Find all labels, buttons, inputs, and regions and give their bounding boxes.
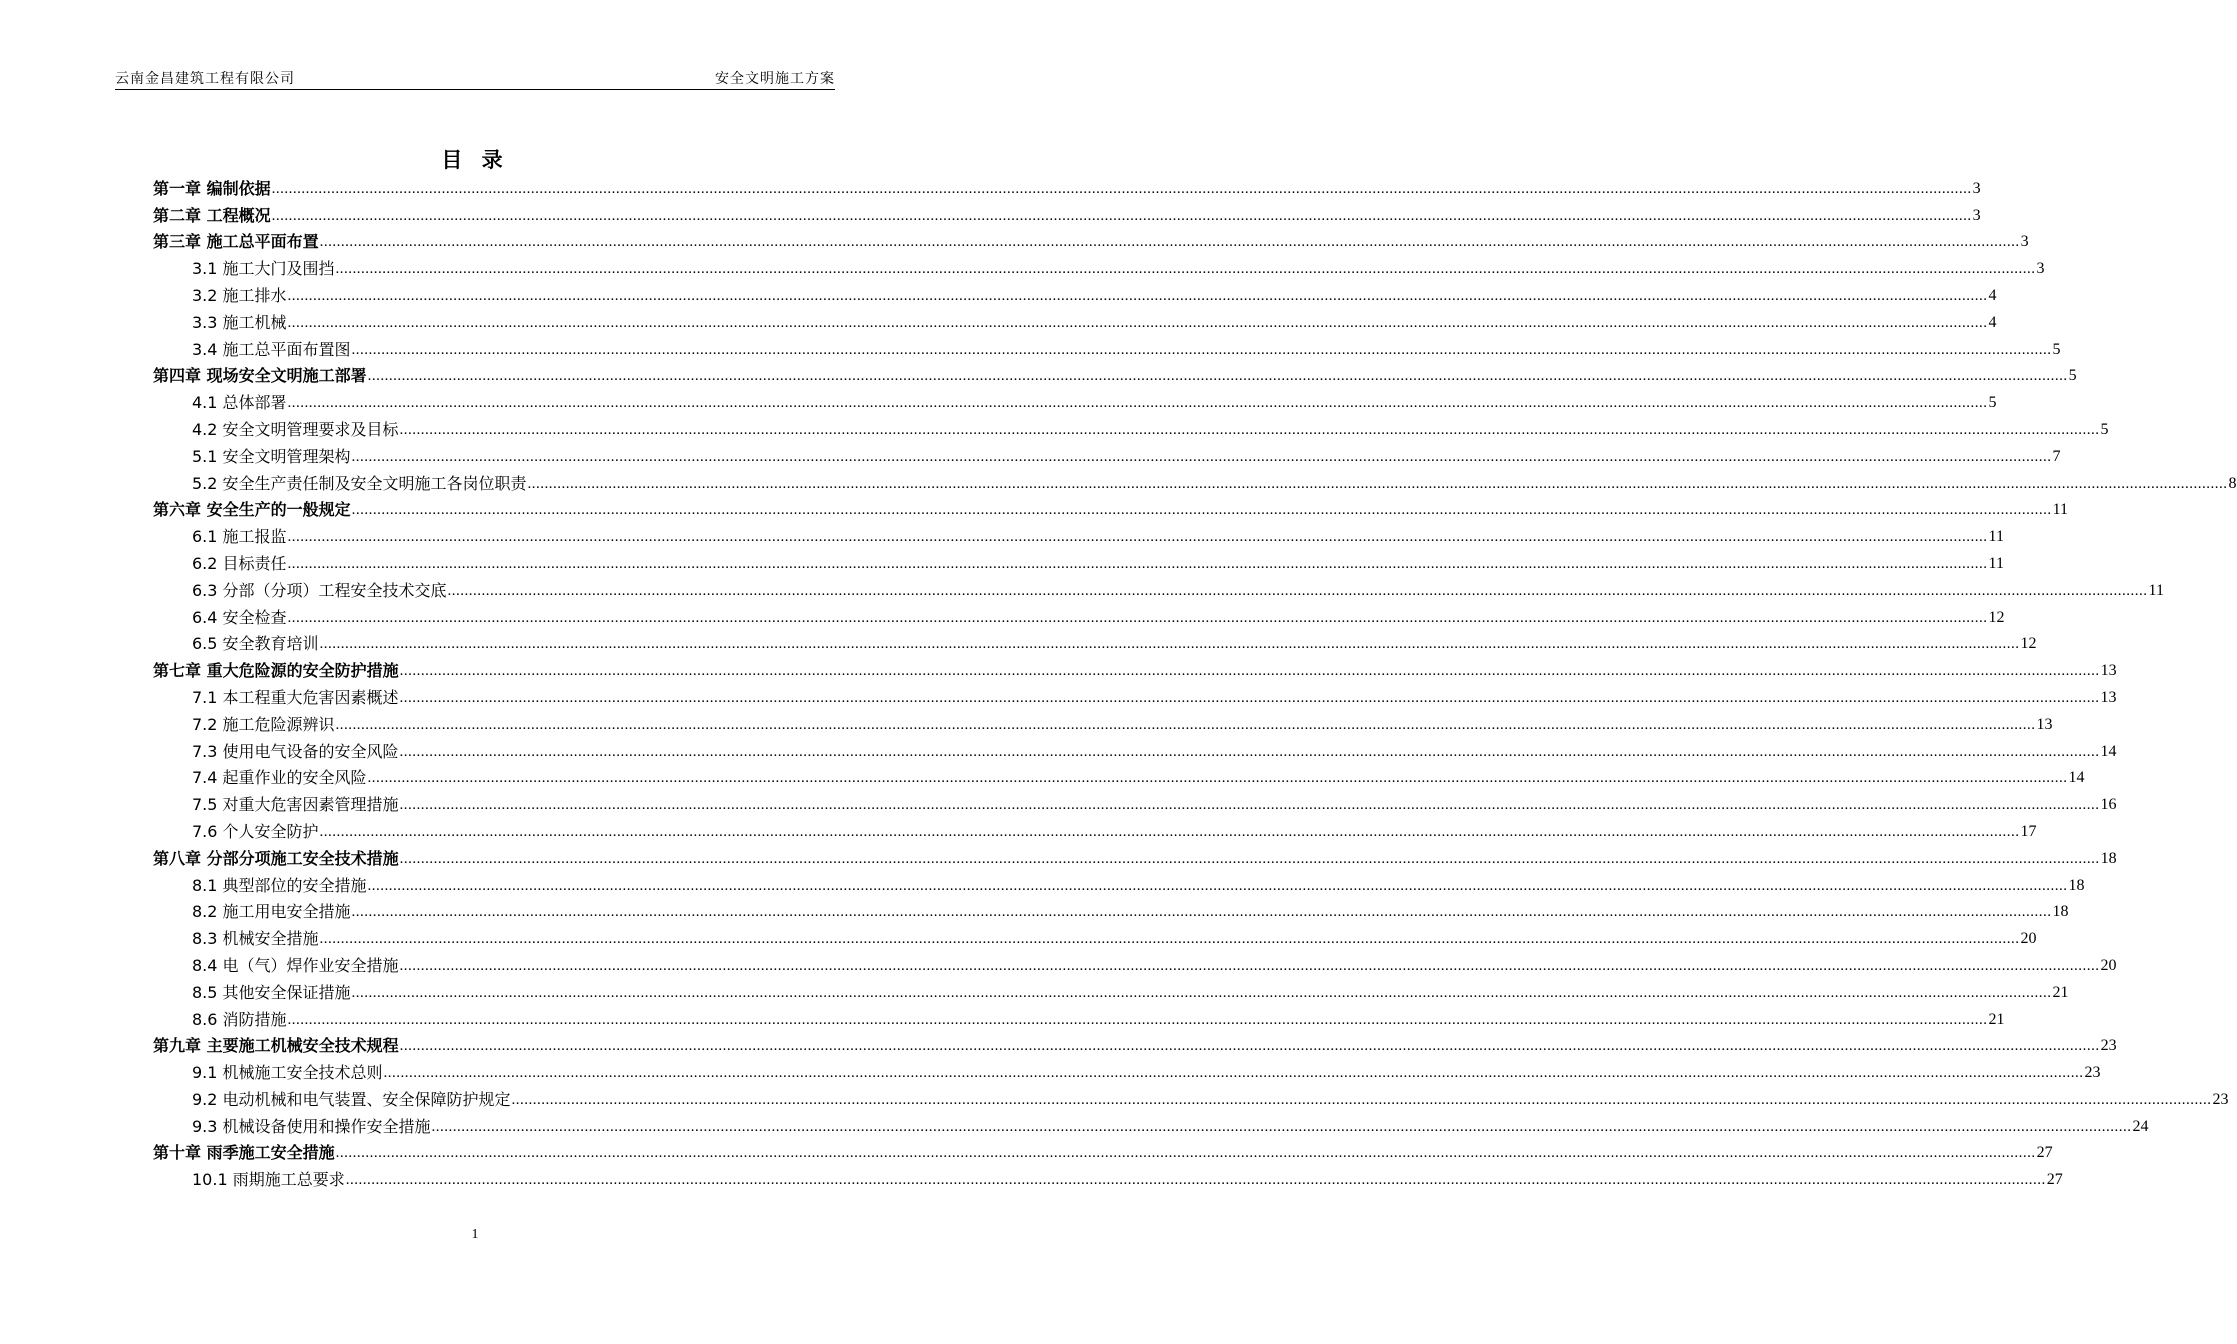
toc-dot-leader: ................................................................................................................................................................................................................................................................................................................................................................................................................ [399, 689, 2100, 706]
toc-entry-label: 5.2 安全生产责任制及安全文明施工各岗位职责 [192, 473, 527, 493]
toc-entry-page: 24 [2132, 1117, 2149, 1135]
toc-dot-leader: ................................................................................................................................................................................................................................................................................................................................................................................................................ [527, 475, 2228, 492]
toc-entry[interactable] [153, 1163, 2063, 1190]
toc-entry-label: 8.2 施工用电安全措施 [192, 902, 351, 922]
toc-entry-label: 5.1 安全文明管理架构 [192, 446, 351, 466]
toc-entry-page: 18 [2068, 876, 2085, 894]
toc-entry-label: 第二章 工程概况 [153, 205, 271, 225]
toc-dot-leader: ................................................................................................................................................................................................................................................................................................................................................................................................................ [319, 636, 2020, 653]
header-doc-title: 安全文明施工方案 [715, 71, 835, 87]
toc-entry-page: 21 [1988, 1010, 2005, 1028]
toc-entry[interactable] [153, 252, 2045, 279]
page-header [115, 68, 835, 90]
toc-entry-label: 第六章 安全生产的一般规定 [153, 500, 351, 520]
toc-entry-label: 7.3 使用电气设备的安全风险 [192, 741, 399, 761]
toc-dot-leader: ................................................................................................................................................................................................................................................................................................................................................................................................................ [271, 180, 1972, 197]
toc-dot-leader: ................................................................................................................................................................................................................................................................................................................................................................................................................ [287, 287, 1988, 304]
toc-entry-label: 6.3 分部（分项）工程安全技术交底 [192, 580, 447, 600]
toc-entry-page: 13 [2036, 715, 2053, 733]
toc-entry-label: 7.6 个人安全防护 [192, 821, 319, 841]
toc-entry[interactable] [153, 762, 2085, 789]
toc-entry-label: 8.5 其他安全保证措施 [192, 982, 351, 1002]
toc-entry-page: 11 [1988, 528, 2004, 546]
toc-entry-page: 3 [1972, 179, 1981, 197]
toc-dot-leader: ................................................................................................................................................................................................................................................................................................................................................................................................................ [351, 904, 2052, 921]
toc-entry-label: 第三章 施工总平面布置 [153, 232, 319, 252]
toc-entry-page: 14 [2068, 769, 2085, 787]
toc-entry-page: 4 [1988, 286, 1997, 304]
toc-entry[interactable] [153, 1137, 2053, 1164]
toc-entry-page: 16 [2100, 796, 2117, 814]
toc-entry-label: 6.5 安全教育培训 [192, 634, 319, 654]
toc-entry-label: 8.6 消防措施 [192, 1009, 287, 1029]
toc-dot-leader: ................................................................................................................................................................................................................................................................................................................................................................................................................ [319, 931, 2020, 948]
page-number: 1 [471, 1227, 479, 1242]
toc-entry-label: 7.5 对重大危害因素管理措施 [192, 795, 399, 815]
toc-entry-label: 4.2 安全文明管理要求及目标 [192, 419, 399, 439]
toc-dot-leader: ................................................................................................................................................................................................................................................................................................................................................................................................................ [447, 582, 2148, 599]
toc-dot-leader: ................................................................................................................................................................................................................................................................................................................................................................................................................ [287, 314, 1988, 331]
toc-entry[interactable] [153, 601, 2005, 628]
toc-dot-leader: ................................................................................................................................................................................................................................................................................................................................................................................................................ [287, 609, 1988, 626]
header-rule [115, 89, 835, 90]
toc-entry-page: 4 [1988, 313, 1997, 331]
toc-entry-label: 9.1 机械施工安全技术总则 [192, 1063, 383, 1083]
toc-dot-leader: ................................................................................................................................................................................................................................................................................................................................................................................................................ [399, 797, 2100, 814]
toc-entry[interactable] [153, 896, 2069, 923]
toc-dot-leader: ................................................................................................................................................................................................................................................................................................................................................................................................................ [367, 368, 2068, 385]
toc-dot-leader: ................................................................................................................................................................................................................................................................................................................................................................................................................ [399, 850, 2100, 867]
toc-entry-page: 12 [1988, 608, 2005, 626]
toc-dot-leader: ................................................................................................................................................................................................................................................................................................................................................................................................................ [399, 663, 2100, 680]
toc-entry[interactable] [153, 413, 2109, 440]
toc-entry-label: 第七章 重大危险源的安全防护措施 [153, 661, 399, 681]
toc-entry-label: 6.4 安全检查 [192, 607, 287, 627]
toc-entry[interactable] [153, 681, 2117, 708]
toc-entry[interactable] [153, 1003, 2005, 1030]
toc-entry-label: 第八章 分部分项施工安全技术措施 [153, 848, 399, 868]
toc-entry[interactable] [153, 1083, 2229, 1110]
toc-entry-page: 17 [2020, 822, 2037, 840]
toc-entry[interactable] [153, 628, 2037, 655]
toc-entry-page: 18 [2100, 849, 2117, 867]
toc-entry-label: 10.1 雨期施工总要求 [192, 1170, 345, 1190]
toc-dot-leader: ................................................................................................................................................................................................................................................................................................................................................................................................................ [399, 743, 2100, 760]
toc-dot-leader: ................................................................................................................................................................................................................................................................................................................................................................................................................ [287, 555, 1988, 572]
toc-dot-leader: ................................................................................................................................................................................................................................................................................................................................................................................................................ [287, 529, 1988, 546]
toc-entry-page: 20 [2100, 956, 2117, 974]
toc-entry-label: 第四章 现场安全文明施工部署 [153, 366, 367, 386]
toc-entry-label: 9.3 机械设备使用和操作安全措施 [192, 1116, 431, 1136]
toc-entry-page: 5 [2068, 367, 2077, 385]
toc-entry-page: 20 [2020, 930, 2037, 948]
toc-entry-page: 11 [1988, 554, 2004, 572]
toc-entry-page: 3 [2036, 260, 2045, 278]
toc-dot-leader: ................................................................................................................................................................................................................................................................................................................................................................................................................ [287, 395, 1988, 412]
toc-entry[interactable] [153, 333, 2061, 360]
toc-entry[interactable] [153, 842, 2117, 869]
toc-dot-leader: ................................................................................................................................................................................................................................................................................................................................................................................................................ [431, 1118, 2132, 1135]
toc-entry-label: 7.4 起重作业的安全风险 [192, 768, 367, 788]
toc-entry-page: 27 [2036, 1144, 2053, 1162]
toc-dot-leader: ................................................................................................................................................................................................................................................................................................................................................................................................................ [399, 421, 2100, 438]
toc-entry[interactable] [153, 494, 2068, 521]
toc-entry[interactable] [153, 520, 2004, 547]
toc-dot-leader: ................................................................................................................................................................................................................................................................................................................................................................................................................ [319, 234, 2020, 251]
toc-entry-label: 7.1 本工程重大危害因素概述 [192, 687, 399, 707]
toc-dot-leader: ................................................................................................................................................................................................................................................................................................................................................................................................................ [399, 1038, 2100, 1055]
toc-entry[interactable] [153, 306, 1997, 333]
toc-entry-page: 13 [2100, 688, 2117, 706]
toc-entry[interactable] [153, 574, 2164, 601]
toc-dot-leader: ................................................................................................................................................................................................................................................................................................................................................................................................................ [351, 502, 2052, 519]
header-company: 云南金昌建筑工程有限公司 [115, 71, 295, 87]
toc-entry-page: 23 [2212, 1090, 2229, 1108]
toc-entry-page: 21 [2052, 983, 2069, 1001]
toc-entry-label: 第一章 编制依据 [153, 178, 271, 198]
toc-dot-leader: ................................................................................................................................................................................................................................................................................................................................................................................................................ [351, 341, 2052, 358]
toc-entry-page: 11 [2148, 581, 2164, 599]
toc-entry[interactable] [153, 1030, 2117, 1057]
toc-entry-page: 18 [2052, 903, 2069, 921]
toc-dot-leader: ................................................................................................................................................................................................................................................................................................................................................................................................................ [345, 1172, 2046, 1189]
toc-entry[interactable] [153, 922, 2037, 949]
toc-entry[interactable] [153, 869, 2085, 896]
toc-entry[interactable] [153, 360, 2077, 387]
toc-entry-label: 9.2 电动机械和电气装置、安全保障防护规定 [192, 1089, 511, 1109]
toc-dot-leader: ................................................................................................................................................................................................................................................................................................................................................................................................................ [367, 877, 2068, 894]
toc-entry[interactable] [153, 788, 2117, 815]
toc-entry-page: 5 [2100, 420, 2109, 438]
toc-entry[interactable] [153, 440, 2061, 467]
toc-dot-leader: ................................................................................................................................................................................................................................................................................................................................................................................................................ [511, 1091, 2212, 1108]
toc-entry[interactable] [153, 976, 2069, 1003]
toc-dot-leader: ................................................................................................................................................................................................................................................................................................................................................................................................................ [335, 261, 2036, 278]
toc-entry-label: 8.4 电（气）焊作业安全措施 [192, 955, 399, 975]
toc-entry-label: 3.2 施工排水 [192, 285, 287, 305]
toc-entry-page: 3 [2020, 233, 2029, 251]
toc-entry[interactable] [153, 1110, 2149, 1137]
toc-entry-label: 4.1 总体部署 [192, 393, 287, 413]
toc-entry[interactable] [153, 279, 1997, 306]
toc-entry-page: 7 [2052, 447, 2061, 465]
toc-entry[interactable] [153, 815, 2037, 842]
toc-entry[interactable] [153, 735, 2117, 762]
toc-entry-page: 11 [2052, 501, 2068, 519]
toc-entry[interactable] [153, 654, 2117, 681]
toc-dot-leader: ................................................................................................................................................................................................................................................................................................................................................................................................................ [335, 716, 2036, 733]
toc-dot-leader: ................................................................................................................................................................................................................................................................................................................................................................................................................ [319, 823, 2020, 840]
toc-entry-label: 第十章 雨季施工安全措施 [153, 1143, 335, 1163]
table-of-contents [153, 172, 2237, 1190]
toc-dot-leader: ................................................................................................................................................................................................................................................................................................................................................................................................................ [351, 448, 2052, 465]
toc-entry-label: 8.3 机械安全措施 [192, 929, 319, 949]
toc-entry-page: 23 [2100, 1037, 2117, 1055]
toc-entry-label: 8.1 典型部位的安全措施 [192, 875, 367, 895]
toc-entry-page: 3 [1972, 206, 1981, 224]
toc-dot-leader: ................................................................................................................................................................................................................................................................................................................................................................................................................ [335, 1145, 2036, 1162]
toc-entry-label: 3.3 施工机械 [192, 312, 287, 332]
toc-title: 目 录 [441, 148, 509, 172]
toc-entry-page: 14 [2100, 742, 2117, 760]
toc-entry-label: 3.1 施工大门及围挡 [192, 259, 335, 279]
toc-dot-leader: ................................................................................................................................................................................................................................................................................................................................................................................................................ [287, 1011, 1988, 1028]
toc-entry-page: 12 [2020, 635, 2037, 653]
toc-entry[interactable] [153, 199, 1981, 226]
toc-dot-leader: ................................................................................................................................................................................................................................................................................................................................................................................................................ [351, 984, 2052, 1001]
toc-entry-label: 7.2 施工危险源辨识 [192, 714, 335, 734]
toc-entry-page: 5 [1988, 394, 1997, 412]
toc-entry-label: 第九章 主要施工机械安全技术规程 [153, 1036, 399, 1056]
toc-entry[interactable] [153, 949, 2117, 976]
toc-entry-label: 3.4 施工总平面布置图 [192, 339, 351, 359]
toc-entry[interactable] [153, 172, 1981, 199]
toc-dot-leader: ................................................................................................................................................................................................................................................................................................................................................................................................................ [383, 1065, 2084, 1082]
toc-dot-leader: ................................................................................................................................................................................................................................................................................................................................................................................................................ [367, 770, 2068, 787]
toc-dot-leader: ................................................................................................................................................................................................................................................................................................................................................................................................................ [399, 957, 2100, 974]
toc-entry-label: 6.1 施工报监 [192, 527, 287, 547]
toc-entry[interactable] [153, 386, 1997, 413]
toc-entry-page: 13 [2100, 662, 2117, 680]
toc-entry-page: 8 [2228, 474, 2237, 492]
toc-entry[interactable] [153, 226, 2029, 253]
toc-entry-page: 27 [2046, 1171, 2063, 1189]
toc-dot-leader: ................................................................................................................................................................................................................................................................................................................................................................................................................ [271, 207, 1972, 224]
toc-entry[interactable] [153, 467, 2237, 494]
toc-entry-page: 5 [2052, 340, 2061, 358]
toc-entry[interactable] [153, 1056, 2101, 1083]
toc-entry[interactable] [153, 547, 2004, 574]
toc-entry[interactable] [153, 708, 2053, 735]
toc-entry-label: 6.2 目标责任 [192, 553, 287, 573]
toc-entry-page: 23 [2084, 1064, 2101, 1082]
